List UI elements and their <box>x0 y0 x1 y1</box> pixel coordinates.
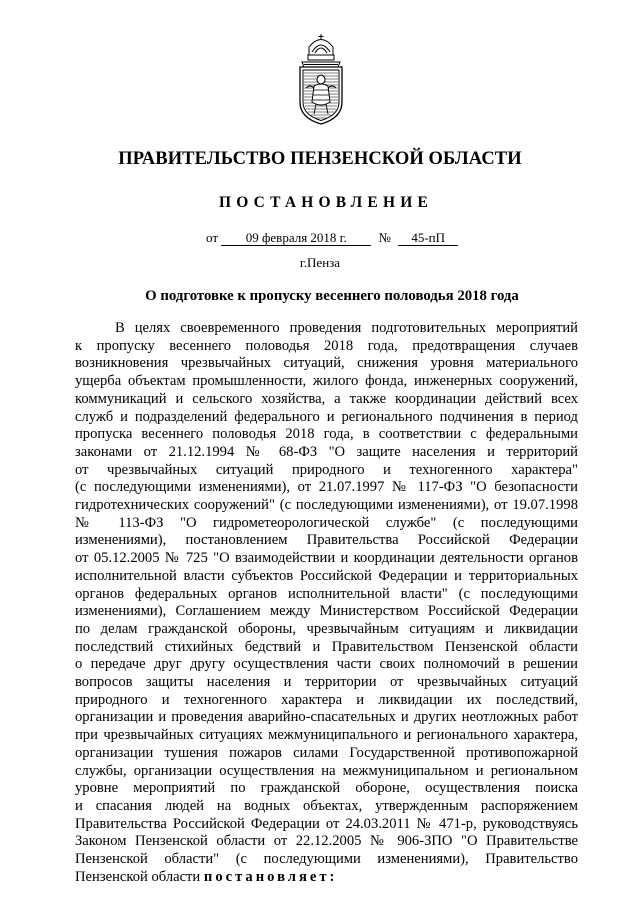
body-line: гидротехнических сооружений" (с последующими изменениями), от 19.07.1998 <box>75 497 578 514</box>
city: г.Пенза <box>299 255 341 270</box>
body-line: при чрезвычайных ситуациях межмуниципального и регионального характера, <box>75 727 578 744</box>
body-line: вопросов защиты населения и территории от чрезвычайных ситуаций <box>75 674 578 691</box>
number-prefix: № <box>378 230 391 245</box>
body-line: и спасания людей на водных объектах, утвержденным распоряжением <box>75 797 578 814</box>
organization-title: ПРАВИТЕЛЬСТВО ПЕНЗЕНСКОЙ ОБЛАСТИ <box>118 149 522 169</box>
body-line: пропуска весеннего половодья 2018 года, в соответствии с федеральными <box>75 426 578 443</box>
document-body <box>75 320 578 887</box>
coat-of-arms-icon <box>292 30 350 126</box>
body-line: служб и подразделений федерального и регионального подчинения в период <box>75 408 578 425</box>
body-line: № 113-ФЗ "О гидрометеорологической службе" (с последующими <box>75 514 578 531</box>
body-line: органов федеральных органов исполнительной власти" (с последующими <box>75 585 578 602</box>
body-line: от чрезвычайных ситуаций природного и техногенного характера" <box>75 461 578 478</box>
document-type: ПОСТАНОВЛЕНИЕ <box>218 194 434 211</box>
date-prefix: от <box>206 230 219 245</box>
body-line: от 05.12.2005 № 725 "О взаимодействии и координации деятельности органов <box>75 550 578 567</box>
body-line: изменениями), Соглашением между Министерством Российской Федерации <box>75 603 578 620</box>
document-date-number-line <box>206 230 458 246</box>
last-line-prefix: Пензенской области <box>75 868 201 885</box>
body-line: организации и проведения аварийно-спасательных и других неотложных работ <box>75 709 578 726</box>
body-line: по делам гражданской обороны, чрезвычайным ситуациям и ликвидации <box>75 620 578 637</box>
body-line: о передаче друг другу осуществления части своих полномочий в решении <box>75 656 578 673</box>
body-line: изменениями), постановлением Правительства Российской Федерации <box>75 532 578 549</box>
body-line: Правительства Российской Федерации от 24.03.2011 № 471-р, руководствуясь <box>75 815 578 832</box>
body-last-line <box>75 869 578 887</box>
body-line: к пропуску весеннего половодья 2018 года, предотвращения случаев <box>75 337 578 354</box>
body-line: коммуникаций и сельского хозяйства, а также координации действий всех <box>75 390 578 407</box>
body-line: законами от 21.12.1994 № 68-ФЗ "О защите населения и территорий <box>75 443 578 460</box>
body-line: организации тушения пожаров силами Государственной противопожарной <box>75 744 578 761</box>
document-date: 09 февраля 2018 г. <box>221 230 371 246</box>
body-line: службы, организации осуществления на межмуниципальном и региональном <box>75 762 578 779</box>
body-line: В целях своевременного проведения подготовительных мероприятий <box>115 320 578 336</box>
body-line: уровне мероприятий по гражданской обороне, осуществления поиска <box>75 780 578 797</box>
body-line: Пензенской области" (с последующими изменениями), Правительство <box>75 851 578 868</box>
body-line: (с последующими изменениями), от 21.07.1997 № 117-ФЗ "О безопасности <box>75 479 578 496</box>
document-subject: О подготовке к пропуску весеннего половодья 2018 года <box>145 288 519 304</box>
body-line: природного и техногенного характера и ликвидации их последствий, <box>75 691 578 708</box>
document-number: 45-пП <box>398 230 458 246</box>
body-line: последствий стихийных бедствий и Правительством Пензенской области <box>75 638 578 655</box>
body-line: Законом Пензенской области от 22.12.2005 № 906-ЗПО "О Правительстве <box>75 833 578 850</box>
body-line: ущерба объектам промышленности, жилого фонда, инженерных сооружений, <box>75 373 578 390</box>
body-line: возникновения чрезвычайных ситуаций, снижения уровня материального <box>75 355 578 372</box>
resolve-word: постановляет: <box>203 868 338 885</box>
body-line: исполнительной власти субъектов Российской Федерации и территориальных <box>75 567 578 584</box>
